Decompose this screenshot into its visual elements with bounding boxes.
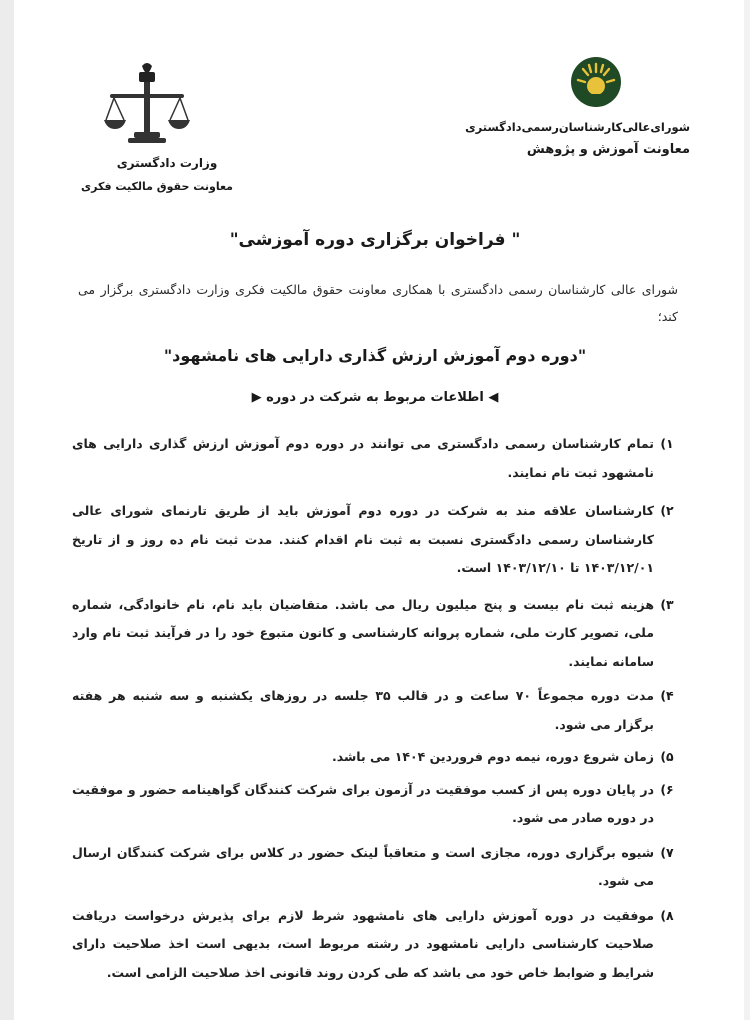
- list-item: [72, 497, 680, 583]
- info-list: [72, 430, 680, 987]
- item-text: تمام کارشناسان رسمی دادگستری می توانند در دوره دوم آموزش ارزش گذاری دارایی های نامشهود ثبت نام نمایند.: [72, 436, 654, 480]
- list-item: [72, 682, 680, 739]
- item-number: ۶): [660, 781, 674, 797]
- course-title: "دوره دوم آموزش ارزش گذاری دارایی های نامشهود": [163, 346, 587, 365]
- item-text: زمان شروع دوره، نیمه دوم فروردین ۱۴۰۴ می باشد.: [332, 749, 654, 764]
- list-item: [72, 430, 680, 487]
- ministry-name: وزارت دادگستری: [116, 156, 218, 170]
- council-sun-logo-icon: [570, 56, 622, 108]
- council-deputy: معاونت آموزش و پژوهش: [526, 142, 690, 157]
- council-header: [465, 50, 700, 170]
- scales-of-justice-icon: [102, 58, 192, 148]
- item-text: مدت دوره مجموعاً ۷۰ ساعت و در قالب ۳۵ جلسه در روزهای یکشنبه و سه شنبه هر هفته برگزار می شود.: [72, 688, 654, 732]
- ministry-header: [72, 52, 272, 202]
- item-number: ۷): [660, 844, 674, 860]
- document-title: " فراخوان برگزاری دوره آموزشی": [229, 230, 521, 250]
- list-item: [72, 839, 680, 896]
- item-number: ۲): [660, 503, 674, 518]
- item-text: در پایان دوره پس از کسب موفقیت در آزمون برای شرکت کنندگان گواهینامه حضور و موفقیت در دوره صادر می شود.: [72, 781, 654, 825]
- council-name: شورای‌عالی‌کارشناسان‌رسمی‌دادگستری: [465, 120, 690, 134]
- item-text: هزینه ثبت نام بیست و پنج میلیون ریال می باشد. متقاضیان باید نام، نام خانوادگی، شماره ملی، تصویر کارت ملی، شماره پروانه کارشناسی و کانون متبوع خود را در فرآیند ثبت نام وارد سامانه نمایند.: [72, 596, 654, 669]
- ministry-department: معاونت حقوق مالکیت فکری: [81, 180, 233, 193]
- item-text: موفقیت در دوره آموزش دارایی های نامشهود شرط لازم برای پذیرش درخواست دریافت صلاحیت کارشناسی دارایی نامشهود در رشته مربوط است، بدیهی است اخذ صلاحیت دارای شرایط و ضوابط خاص خود می باشد که طی کردن روند قانونی اخذ صلاحیت الزامی است.: [72, 907, 654, 980]
- list-item: [72, 902, 680, 988]
- item-number: ۳): [660, 596, 674, 612]
- intro-paragraph: شورای عالی کارشناسان رسمی دادگستری با همکاری معاونت حقوق مالکیت فکری وزارت دادگستری برگزار می کند؛: [78, 282, 678, 324]
- list-item: [72, 591, 680, 677]
- info-heading: ◀ اطلاعات مربوط به شرکت در دوره ▶: [251, 390, 499, 405]
- item-number: ۸): [660, 907, 674, 923]
- item-number: ۴): [660, 688, 674, 703]
- item-text: شیوه برگزاری دوره، مجازی است و متعاقباً لینک حضور در کلاس برای شرکت کنندگان ارسال می شود.: [72, 844, 654, 888]
- item-text: کارشناسان علاقه مند به شرکت در دوره دوم آموزش باید از طریق تارنمای شورای عالی کارشناسان رسمی دادگستری نسبت به ثبت نام اقدام کنند. مدت ثبت نام ده روز و از تاریخ ۱۴۰۳/۱۲/۰۱ تا ۱۴۰۳/۱۲/۱۰ است.: [72, 503, 654, 575]
- list-item: [72, 743, 680, 772]
- item-number: ۵): [660, 749, 674, 764]
- list-item: [72, 776, 680, 833]
- item-number: ۱): [660, 436, 674, 451]
